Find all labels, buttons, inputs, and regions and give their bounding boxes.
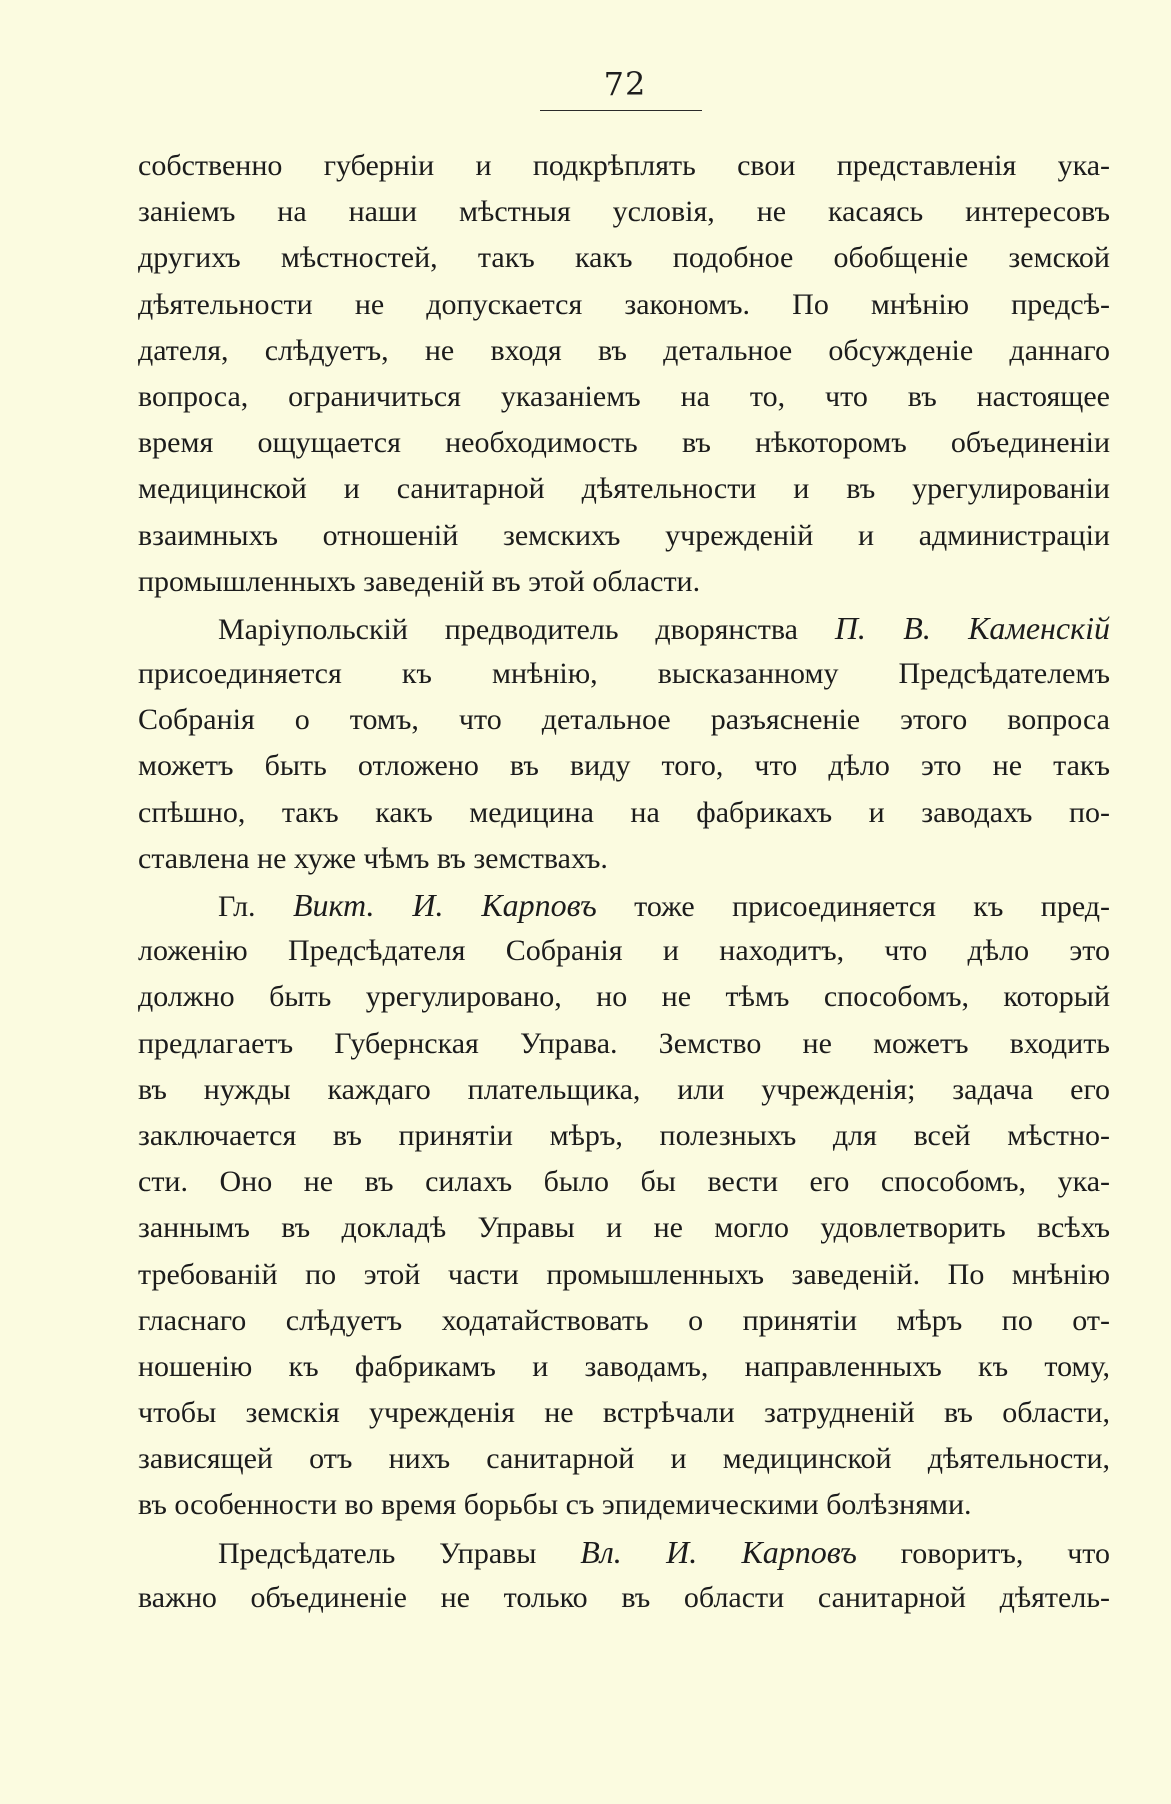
text-line [138,836,1110,882]
text-segment: Собранія о томъ, что детальное разъясненіе этого вопроса [138,703,1110,737]
text-line [138,235,1110,281]
text-line [138,1575,1110,1621]
page-number: 72 [603,65,647,103]
text-line [138,559,1110,605]
text-segment: Гл. [218,890,293,923]
text-segment: требованій по этой части промышленныхъ заведеній. По мнѣнію [138,1257,1110,1291]
text-segment: зависящей отъ нихъ санитарной и медицинской дѣятельности, [138,1442,1110,1476]
text-segment: спѣшно, такъ какъ медицина на фабрикахъ и заводахъ по- [138,795,1110,829]
text-segment: должно быть урегулировано, но не тѣмъ способомъ, который [138,980,1110,1014]
person-name: Викт. И. Карповъ [292,887,597,923]
text-segment: дателя, слѣдуетъ, не входя въ детальное обсужденіе даннаго [138,333,1110,367]
text-line [138,697,1110,743]
text-line [138,1113,1110,1159]
text-line [138,143,1110,189]
text-line [138,974,1110,1020]
text-line [138,420,1110,466]
text-segment: взаимныхъ отношеній земскихъ учрежденій и администраціи [138,518,1110,552]
text-segment: предлагаетъ Губернская Управа. Земство не можетъ входить [138,1026,1110,1060]
text-line [138,513,1110,559]
text-line [138,1067,1110,1113]
text-line [138,282,1110,328]
text-segment: гласнаго слѣдуетъ ходатайствовать о принятіи мѣръ по от- [138,1303,1110,1337]
text-segment: Маріупольскій предводитель дворянства [218,612,835,646]
text-line [138,1205,1110,1251]
text-line [138,189,1110,235]
text-segment: промышленныхъ заведеній въ этой области. [138,564,701,598]
text-segment: медицинской и санитарной дѣятельности и въ урегулированіи [138,472,1110,506]
text-line [138,466,1110,512]
text-segment: сти. Оно не въ силахъ было бы вести его способомъ, ука- [138,1165,1110,1199]
text-line [138,743,1110,789]
text-line [138,1021,1110,1067]
text-segment: важно объединеніе не только въ области санитарной дѣятель- [138,1580,1110,1614]
text-line [138,1298,1110,1344]
text-segment: дѣятельности не допускается закономъ. По мнѣнію предсѣ- [138,287,1110,321]
header-rule [540,110,702,111]
text-line [138,1436,1110,1482]
text-segment: ставлена не хуже чѣмъ въ земствахъ. [138,841,608,875]
text-segment: въ особенности во время борьбы съ эпидемическими болѣзнями. [138,1488,972,1522]
text-line [138,1252,1110,1298]
person-name: П. В. Каменскій [834,609,1110,646]
text-segment: чтобы земскія учрежденія не встрѣчали затрудненій въ области, [138,1396,1110,1430]
text-line [138,882,1110,928]
body-text [138,143,1110,1621]
text-line [138,374,1110,420]
text-line [138,1529,1110,1575]
text-segment: говоритъ, что [856,1536,1110,1570]
text-line [138,1344,1110,1390]
person-name: Вл. И. Карповъ [580,1533,857,1570]
text-segment: ношенію къ фабрикамъ и заводамъ, направленныхъ къ тому, [138,1349,1110,1383]
text-line [138,1390,1110,1436]
text-line [138,651,1110,697]
text-segment: заключается въ принятіи мѣръ, полезныхъ для всей мѣстно- [138,1118,1110,1152]
text-segment: можетъ быть отложено въ виду того, что дѣло это не такъ [138,749,1110,783]
text-segment: тоже присоединяется къ пред- [596,890,1110,923]
text-line [138,1159,1110,1205]
text-line [138,790,1110,836]
text-line [138,605,1110,651]
text-segment: Предсѣдатель Управы [218,1536,581,1570]
text-line [138,1482,1110,1528]
text-segment: присоединяется къ мнѣнію, высказанному Предсѣдателемъ [138,657,1110,691]
text-segment: собственно губерніи и подкрѣплять свои представленія ука- [138,149,1110,182]
text-line [138,928,1110,974]
text-segment: въ нужды каждаго плательщика, или учрежденія; задача его [138,1072,1110,1106]
text-line [138,328,1110,374]
text-segment: заніемъ на наши мѣстныя условія, не касаясь интересовъ [138,195,1110,229]
text-segment: вопроса, ограничиться указаніемъ на то, что въ настоящее [138,379,1110,413]
text-segment: время ощущается необходимость въ нѣкоторомъ объединеніи [138,426,1110,460]
text-segment: ложенію Предсѣдателя Собранія и находитъ, что дѣло это [138,934,1110,968]
text-segment: другихъ мѣстностей, такъ какъ подобное обобщеніе земской [138,241,1110,275]
text-segment: заннымъ въ докладѣ Управы и не могло удовлетворить всѣхъ [138,1211,1110,1245]
